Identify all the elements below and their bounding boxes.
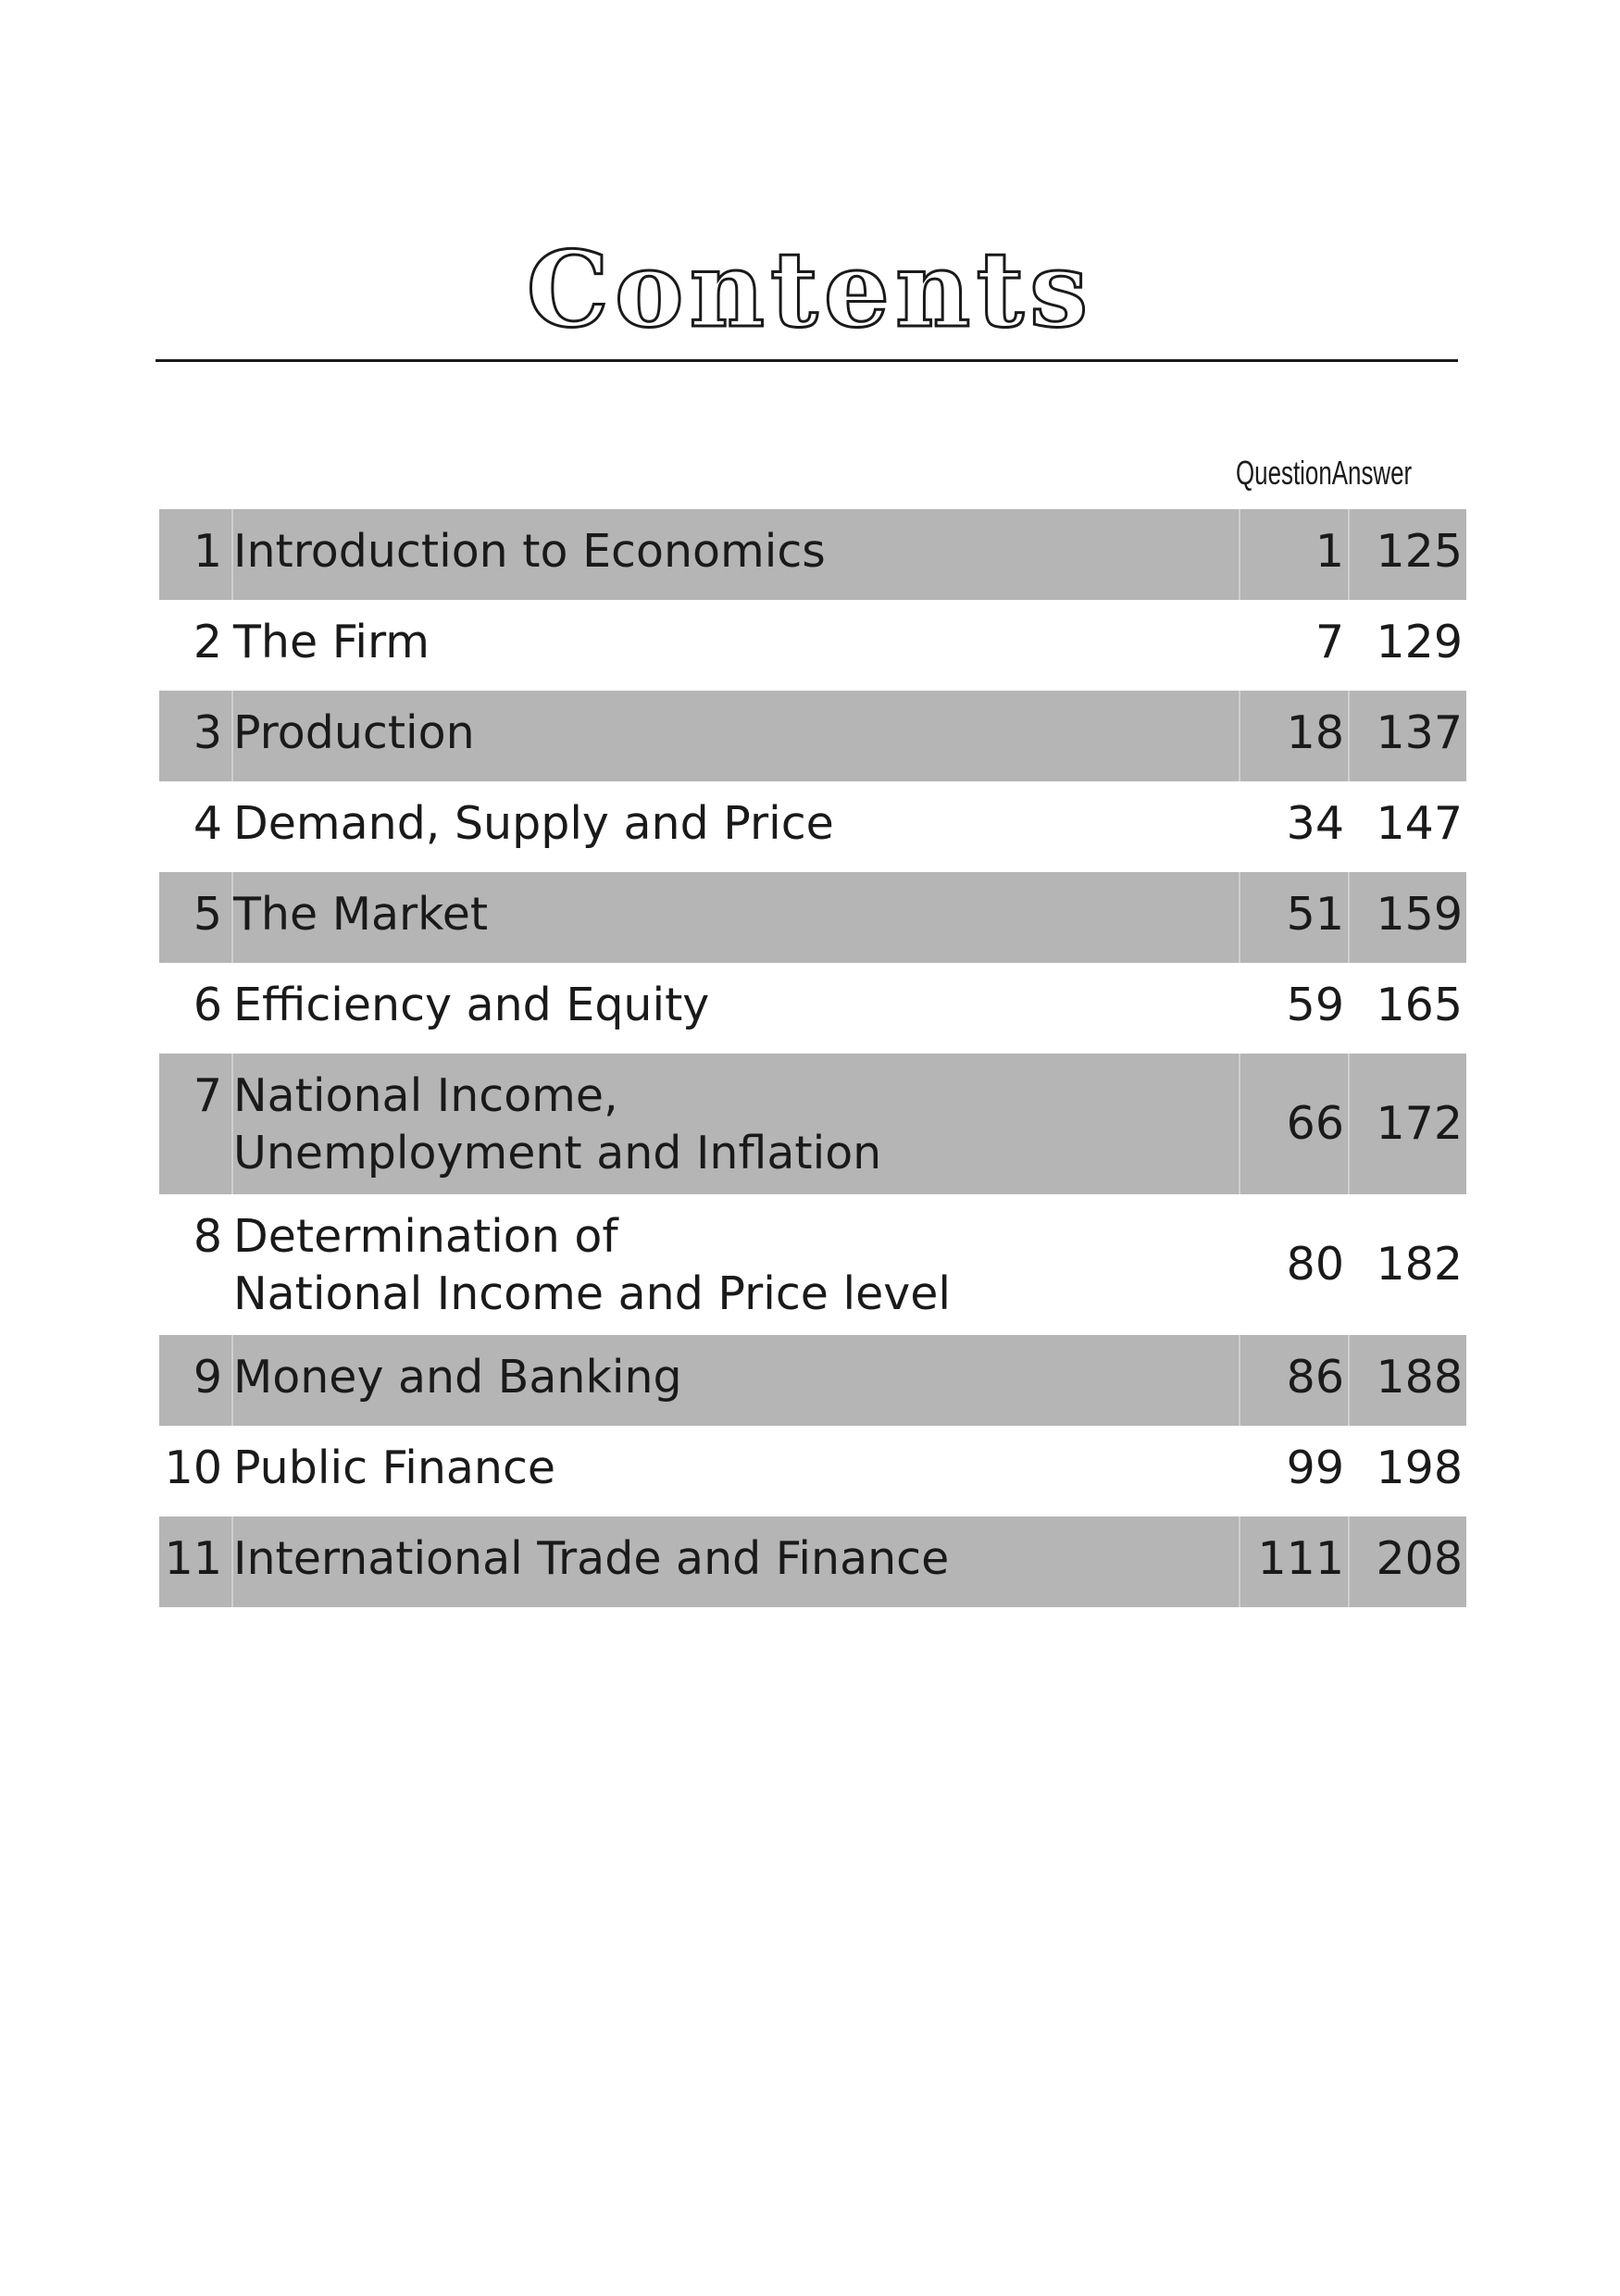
- table-row[interactable]: [159, 1335, 1466, 1426]
- table-row[interactable]: [159, 963, 1466, 1054]
- chapter-title-line: National Income and Price level: [233, 1267, 952, 1320]
- question-page: 51: [1239, 872, 1348, 963]
- chapter-title-line: Introduction to Economics: [233, 525, 826, 578]
- column-headers: [1236, 454, 1413, 496]
- chapter-title-line: Demand, Supply and Price: [233, 797, 834, 850]
- chapter-title-line: Money and Banking: [233, 1351, 682, 1404]
- answer-page: 147: [1376, 797, 1463, 850]
- table-row[interactable]: [159, 509, 1466, 600]
- answer-page: 208: [1348, 1516, 1466, 1607]
- table-row[interactable]: [159, 1054, 1466, 1194]
- question-page: 18: [1239, 691, 1348, 781]
- chapter-title: [231, 963, 1239, 1054]
- chapter-number: 8: [193, 1210, 222, 1263]
- chapter-number: 2: [193, 616, 222, 668]
- answer-page: 188: [1348, 1335, 1466, 1426]
- chapter-title: [231, 872, 1239, 963]
- answer-page: 172: [1348, 1054, 1466, 1194]
- chapter-title-line: Efficiency and Equity: [233, 979, 710, 1031]
- chapter-title-line: Production: [233, 706, 475, 759]
- question-page: 59: [1286, 979, 1344, 1031]
- chapter-title-line: Unemployment and Inflation: [233, 1127, 882, 1179]
- chapter-title: [231, 1335, 1239, 1426]
- table-row[interactable]: [159, 1194, 1466, 1335]
- chapter-number: 11: [159, 1516, 231, 1607]
- question-column-header: Question: [1236, 454, 1332, 492]
- table-row[interactable]: [159, 1426, 1466, 1516]
- chapter-title: [231, 781, 1239, 872]
- table-row[interactable]: [159, 781, 1466, 872]
- answer-page: 125: [1348, 509, 1466, 600]
- chapter-title-line: International Trade and Finance: [233, 1532, 950, 1585]
- answer-page: 182: [1376, 1238, 1463, 1291]
- chapter-title: [231, 600, 1239, 691]
- answer-page: 165: [1376, 979, 1463, 1031]
- chapter-title: [231, 1516, 1239, 1607]
- question-page: 80: [1286, 1238, 1344, 1291]
- question-page: 7: [1315, 616, 1344, 668]
- answer-page: 129: [1376, 616, 1463, 668]
- table-row[interactable]: [159, 600, 1466, 691]
- chapter-number: 3: [159, 691, 231, 781]
- chapter-title: [231, 509, 1239, 600]
- answer-page: 137: [1348, 691, 1466, 781]
- chapter-number: 9: [159, 1335, 231, 1426]
- chapter-title: [231, 1194, 1239, 1335]
- chapter-title-line: Public Finance: [233, 1441, 556, 1494]
- chapter-number: 7: [159, 1054, 231, 1194]
- chapter-title: [231, 1426, 1239, 1516]
- chapter-number: 4: [193, 797, 222, 850]
- chapter-title-line: The Firm: [233, 616, 430, 668]
- chapter-number: 10: [164, 1441, 222, 1494]
- chapter-title-line: National Income,: [233, 1069, 618, 1122]
- answer-column-header: Answer: [1331, 454, 1413, 492]
- page-title: Contents: [526, 230, 1094, 351]
- title-divider: [156, 359, 1458, 362]
- chapter-title-line: Determination of: [233, 1210, 618, 1263]
- answer-page: 198: [1376, 1441, 1463, 1494]
- chapter-number: 6: [193, 979, 222, 1031]
- answer-page: 159: [1348, 872, 1466, 963]
- table-row[interactable]: [159, 691, 1466, 781]
- chapter-number: 5: [159, 872, 231, 963]
- chapter-title: [231, 691, 1239, 781]
- question-page: 99: [1286, 1441, 1344, 1494]
- table-row[interactable]: [159, 1516, 1466, 1607]
- question-page: 66: [1239, 1054, 1348, 1194]
- chapter-number: 1: [159, 509, 231, 600]
- table-row[interactable]: [159, 872, 1466, 963]
- question-page: 1: [1239, 509, 1348, 600]
- question-page: 111: [1239, 1516, 1348, 1607]
- question-page: 86: [1239, 1335, 1348, 1426]
- question-page: 34: [1286, 797, 1344, 850]
- chapter-title: [231, 1054, 1239, 1194]
- contents-table: [159, 509, 1466, 1607]
- chapter-title-line: The Market: [233, 888, 489, 941]
